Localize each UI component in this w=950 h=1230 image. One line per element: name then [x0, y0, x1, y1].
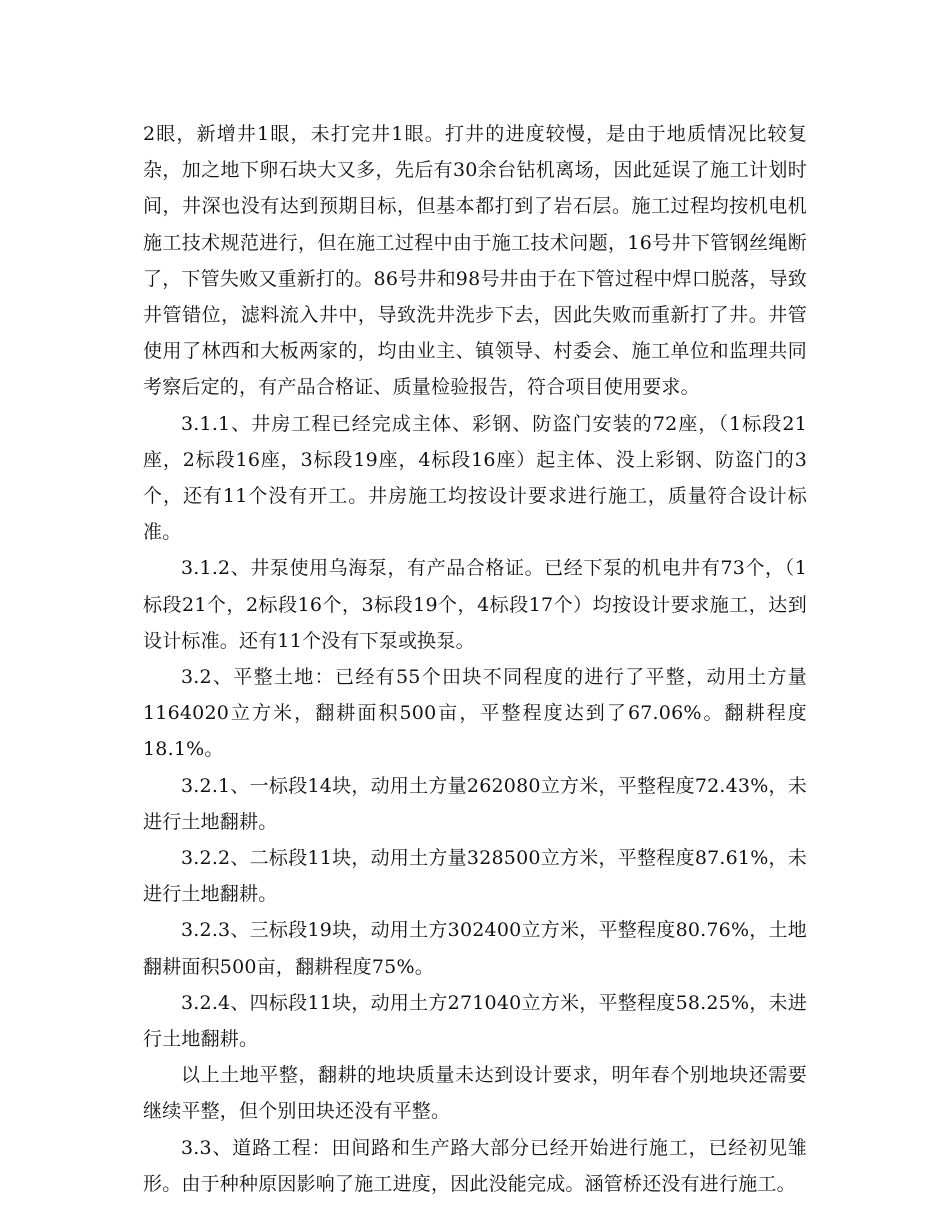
paragraph-3-2-2-section-two: 3.2.2、二标段11块，动用土方量328500立方米，平整程度87.61%，未进行土地翻耕。 — [143, 847, 807, 906]
document-body — [143, 116, 807, 1202]
paragraph-3-2-land-leveling: 3.2、平整土地：已经有55个田块不同程度的进行了平整，动用土方量1164020立方米，翻耕面积500亩，平整程度达到了67.06%。翻耕程度18.1%。 — [143, 666, 807, 761]
paragraph-3-2-4-section-four: 3.2.4、四标段11块，动用土方271040立方米，平整程度58.25%，未进行土地翻耕。 — [143, 991, 807, 1051]
paragraph-3-3-road-works: 3.3、道路工程：田间路和生产路大部分已经开始进行施工，已经初见雏形。由于种种原因影响了施工进度，因此没能完成。涵管桥还没有进行施工。 — [143, 1136, 807, 1195]
paragraph-leveling-summary: 以上土地平整，翻耕的地块质量未达到设计要求，明年春个别地块还需要继续平整，但个别田块还没有平整。 — [143, 1064, 807, 1123]
paragraph-well-drilling: 2眼，新增井1眼，未打完井1眼。打井的进度较慢，是由于地质情况比较复杂，加之地下卵石块大又多，先后有30余台钻机离场，因此延误了施工计划时间，井深也没有达到预期目标，但基本都打到了岩石层。施工过程均按机电机施工技术规范进行，但在施工过程中由于施工技术问题，16号井下管钢丝绳断了，下管失败又重新打的。86号井和98号井由于在下管过程中焊口脱落，导致井管错位，滤料流入井中，导致洗井洗步下去，因此失败而重新打了井。井管使用了林西和大板两家的，均由业主、镇领导、村委会、施工单位和监理共同考察后定的，有产品合格证、质量检验报告，符合项目使用要求。 — [143, 123, 807, 399]
paragraph-3-1-2-well-pump: 3.1.2、井泵使用乌海泵，有产品合格证。已经下泵的机电井有73个，（1标段21个，2标段16个，3标段19个，4标段17个）均按设计要求施工，达到设计标准。还有11个没有下泵或换泵。 — [143, 557, 807, 652]
paragraph-3-1-1-well-house: 3.1.1、井房工程已经完成主体、彩钢、防盗门安装的72座，（1标段21座，2标段16座，3标段19座，4标段16座）起主体、没上彩钢、防盗门的3个，还有11个没有开工。井房施工均按设计要求进行施工，质量符合设计标准。 — [143, 412, 807, 544]
paragraph-3-2-1-section-one: 3.2.1、一标段14块，动用土方量262080立方米，平整程度72.43%，未进行土地翻耕。 — [143, 774, 807, 833]
paragraph-3-2-3-section-three: 3.2.3、三标段19块，动用土方302400立方米，平整程度80.76%，土地翻耕面积500亩，翻耕程度75%。 — [143, 919, 807, 978]
